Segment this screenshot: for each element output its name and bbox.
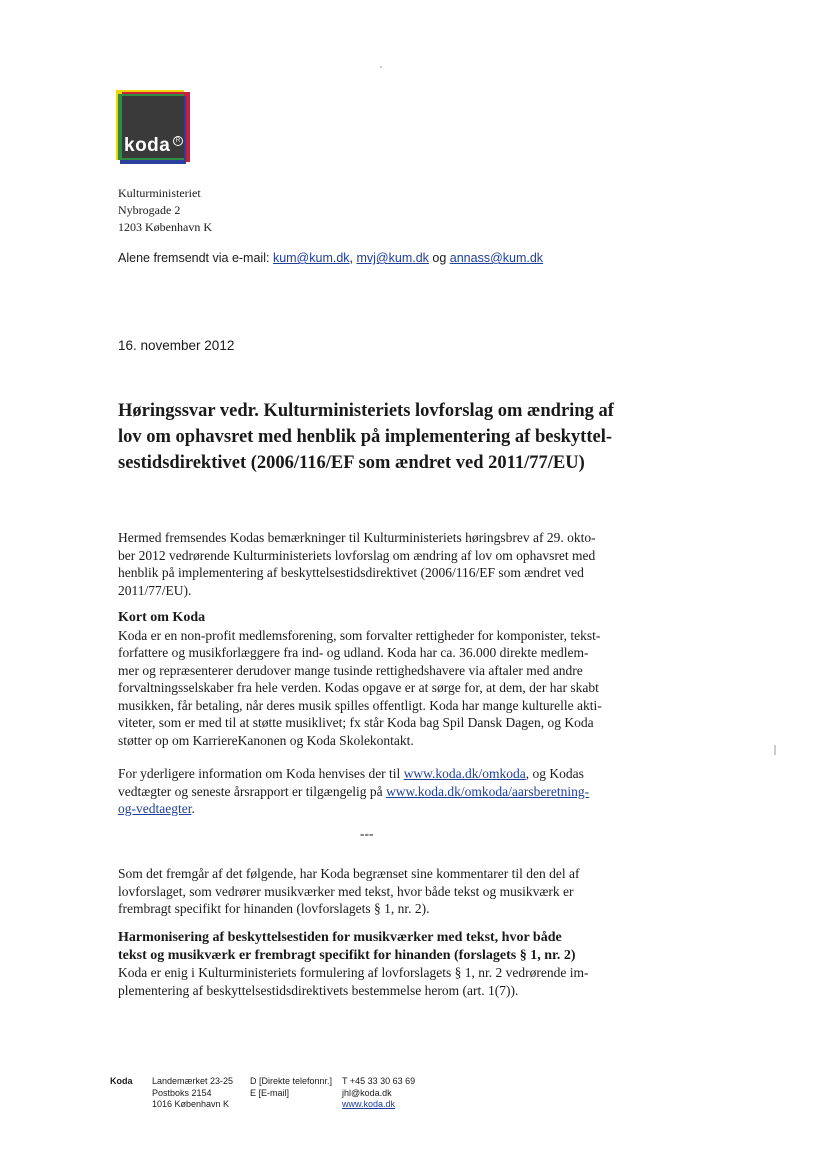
footer-address [152,1076,233,1111]
section-heading: Harmonisering af beskyttelsestiden for musikværker med tekst, hvor både [118,930,562,945]
text-line: Koda er en non-profit medlemsforening, som forvalter rettigheder for komponister, tekst- [118,627,601,643]
text-line: 2011/77/EU). [118,582,192,598]
footer-address-line: Landemærket 23-25 [152,1076,234,1086]
text-line: støtter op om KarriereKanonen og Koda Skolekontakt. [118,732,414,748]
section-harmonisering [118,929,658,999]
text-line: henblik på implementering af beskyttelsestidsdirektivet (2006/116/EF som ændret ved [118,565,584,580]
text-line: Som det fremgår af det følgende, har Koda begrænset sine kommentarer til den del af [118,866,580,881]
footer-label: D [Direkte telefonnr.] [250,1076,333,1086]
footer-phone: T +45 33 30 63 69 [342,1076,416,1086]
section-heading: Kort om Koda [118,610,206,625]
email-separator: , [349,251,357,265]
scan-speck [380,66,382,68]
intro-paragraph [118,529,638,599]
title-line: lov om ophavsret med henblik på implementering af beskyttel- [118,427,613,447]
email-line [118,251,543,265]
text-line [118,765,638,783]
link-aarsberetning[interactable]: www.koda.dk/omkoda/aarsberetning- [386,783,590,799]
letter-title [118,398,658,476]
email-link-mvj[interactable]: mvj@kum.dk [356,251,429,265]
footer-contact-labels [250,1076,332,1099]
text-line: lovforslaget, som vedrører musikværker med tekst, hvor både tekst og musikværk er [118,883,574,899]
recipient-line: Kulturministeriet [118,186,201,200]
text-line: forvaltningsselskaber fra hele verden. Kodas opgave er at sørge for, at dem, der har skabt [118,680,599,695]
text-line: forfattere og musikforlæggere fra ind- og udland. Koda har ca. 36.000 direkte medlem- [118,645,589,660]
text-line: frembragt specifikt for hinanden (lovforslagets § 1, nr. 2). [118,901,430,916]
section-heading: tekst og musikværk er frembragt specifikt for hinanden (forslagets § 1, nr. 2) [118,947,576,963]
footer-email: jhl@koda.dk [342,1087,392,1098]
footer-label: E [E-mail] [250,1087,290,1098]
text-line: Koda er enig i Kulturministeriets formulering af lovforslagets § 1, nr. 2 vedrørende im- [118,965,589,980]
text-line: ber 2012 vedrørende Kulturministeriets lovforslag om ændring af lov om ophavsret med [118,547,596,563]
email-separator: og [428,251,450,265]
text-line: viteter, som er med til at støtte musiklivet; fx står Koda bag Spil Dansk Dagen, og Koda [118,715,594,730]
text-line: musikken, får betaling, når deres musik spilles offentligt. Koda har mange kulturelle akti- [118,697,602,713]
title-line: sestidsdirektivet (2006/116/EF som ændret ved 2011/77/EU) [118,453,585,473]
link-aarsberetning-cont[interactable]: og-vedtaegter [118,801,192,816]
footer-website-link[interactable]: www.koda.dk [342,1099,396,1109]
registered-mark-icon: R [173,136,183,146]
footer-address-line: 1016 København K [152,1099,230,1109]
text-line [118,783,638,801]
koda-logo [116,90,190,164]
separator: --- [360,826,374,841]
info-text: , og Kodas [525,766,584,781]
footer-contact-values [342,1076,415,1111]
email-prefix: Alene fremsendt via e-mail: [118,251,273,265]
link-omkoda[interactable]: www.koda.dk/omkoda [403,766,526,781]
text-line: Hermed fremsendes Kodas bemærkninger til Kulturministeriets høringsbrev af 29. okto- [118,530,596,545]
text-line: mer og repræsenterer derudover mange tusinde rettighedshavere via aftaler med andre [118,662,583,678]
scan-speck [774,745,776,755]
footer-address-line: Postboks 2154 [152,1087,212,1098]
recipient-line: 1203 København K [118,220,212,234]
info-text: For yderligere information om Koda henvises der til [118,766,404,781]
info-text: vedtægter og seneste årsrapport er tilgængelig på [118,783,387,799]
scope-paragraph [118,865,638,918]
section-kort-om-koda [118,609,638,749]
email-link-annass[interactable]: annass@kum.dk [449,251,544,265]
footer-org: Koda [110,1076,133,1086]
recipient-address [118,185,212,236]
title-line: Høringssvar vedr. Kulturministeriets lovforslag om ændring af [118,401,614,421]
info-text: . [191,801,195,816]
email-link-kum[interactable]: kum@kum.dk [272,251,350,265]
letter-date: 16. november 2012 [118,338,235,353]
text-line [118,800,638,818]
recipient-line: Nybrogade 2 [118,203,181,217]
text-line: plementering af beskyttelsestidsdirektivets bestemmelse herom (art. 1(7)). [118,982,519,998]
info-paragraph [118,765,638,818]
logo-wordmark: koda [124,135,171,156]
